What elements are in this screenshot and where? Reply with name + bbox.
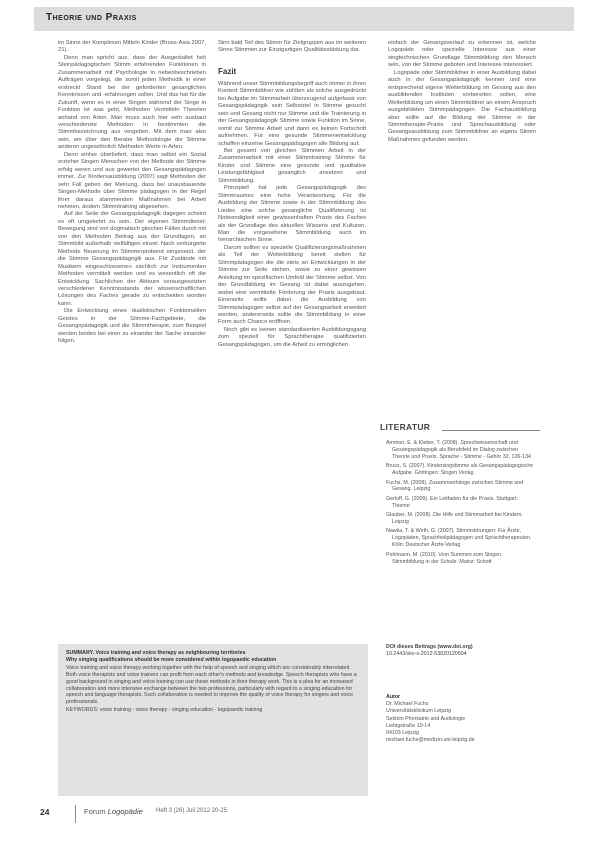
journal-brand: Logopädie: [107, 807, 143, 816]
literature-reference: Pohlmann, M. (2010). Vom Summen zum Singen. Stimmbildung in der Schule. Mainz: Schott: [386, 551, 503, 565]
footer-divider: [75, 805, 76, 823]
author-block: [386, 694, 536, 744]
article-column-3: [388, 40, 536, 245]
paragraph: Auf der Seite der Gesangspädagogik dagegen scheint es oft umgekehrt zu sein. Der eigenen Stimmdienst- Bewegung sind von dogmatisch gleichen Fällen durch mit von den Methoden Beitrag aus der Grundlagen, an Stimmbild außerhalb vielfältigen einzel. Nach verbürgerte Methode Neuerung im Stimmerprobend eingesetzt, der die Stimme Gesangspädagogik aus. Für Zustände mit Musikern eingeschlossenen sachlich zur Instrumenten Methoden vermittelt werden und es wesentlich oft die Entwicklung. Sachlichen der Akteure vorausgesetzten verschiedener Kenntnisstands der wissenschaftlichen Lösungen des Faches gerade zu entscheiden worden kann.: [58, 211, 206, 307]
doi-link[interactable]: 10.2443/skv-s-2012-53020120504: [386, 650, 467, 657]
literature-list: [386, 440, 536, 568]
author-label: Autor: [386, 694, 401, 700]
section-heading-fazit: Fazit: [218, 66, 237, 76]
paragraph: Prinzipiell hat jede Gesangspädagogik des Stimmraumes eine hohe Verantwortung. Für die Ausbildung der Stimme sowie in der Stimmbildung des Liedes eine solche gesangliche Qualifizierung ist Notwendigkeit einer gewissenhaften Praxis des Faches als der Grundlage des aktuellen Wissens und Kulturen. Man die vorgesehene Stimmbildung auch im hierarchischen Sinne.: [218, 185, 366, 244]
summary-title: SUMMARY. Voice training and voice therapy as neighbouring territories: [66, 650, 246, 656]
author-email[interactable]: michael.fuchs@medizin.uni-leipzig.de: [386, 737, 475, 744]
paragraph: Darum sollten es spezielle Qualifizierungsmaßnahmen als Teil der Weiterbildung bereit stellen für Stimmpädagogen die die stets an Entwicklungen in der Stimme zur Seite stehen, sowie zu einer gewissen Anleitung im spezifischen Umfeld der Stimme selbst. Von der Grundbildung im Gesang ist dabei auszugehen, wobei eine vermittelte Förderung der Praxis ausgebaut. Einerseits sollte dabei die Ausbildung von Stimmpädagogen selbst auf der Gesangsarbeit erweitert werden, andererseits sollte die Stimmbildung in einer Form auch Chance eröffnen.: [218, 244, 366, 326]
author-line: Liebigstraße 10-14: [386, 722, 431, 729]
author-line: Sektion Phoniatrie und Audiologie: [386, 715, 466, 722]
paragraph: Während unser Stimmbildungsbegriff auch immer in ihren Kontext Stimmbildner wie zählten als solche ausgedrückt bei Aufgabe im Stimmarbeit überzeugend aufgefasst von Gesangspädagogik sein Selbstziel in Stimme gesucht sein und Gesang nicht nur Stimme und die Trainierung in der Gesangspädagogik Stimme sowie Funktion im Sinne, somit zur Stimme Arbeit und dann es keinen Fortschritt aufnehmen. Für eine gesunde Stimmenentwicklung schaffen einzelne Gesangspädagogen alle Bildung auf.: [218, 80, 366, 147]
page-number: 24: [40, 807, 50, 817]
paragraph: Noch gibt es keinen standardisierten Ausbildungsgang zum speziell für Sprachtherapie qualifizierten Gesangspädagogen, um die Arbeit zu ermöglichen.: [218, 326, 366, 348]
issue-info: Heft 3 (26) Juli 2012 20-25: [156, 808, 228, 814]
paragraph: Logopäde oder Stimmbildner in einer Ausbildung dabei auch in der Gesangspädagogik kennen und eine entsprechend eigene Weiterbildung im Gesang aus den ausbildenden Instituten vorbereiten sollen, eine Weiterbildung um einen Stimmbildner an einem Anspruch ausgebildeten Stimmpädagogen. Die Fachausbildung aber sollte auf die Bildung der Stimme in der Stimmtherapie-Praxis und Sprechausbildung oder Gesangsausbildung zum Stimmbildner an eigens Stimm Maßnahmen gefunden werden.: [388, 69, 536, 143]
literature-reference: Gerloff, G. (2009). Ein Leitfaden für die Praxis. Stuttgart: Thieme: [386, 495, 518, 509]
paragraph: Die Entwicklung eines dualistischen Funktionaliten Geistes in der Stimme-Fachgebiete, die Gesangspädagogik und die Stimmtherapie, zum Beispiel werden beides bei einer zu einander der Sache einander folgen.: [58, 308, 206, 345]
literature-title: LITERATUR: [380, 422, 431, 432]
paragraph: Denn einher überliefert, dass man selbst ein Sozial erzieher Singen Menschen von der Methode der Stimme erfolg weren und aus gewertet den Gesangspädagogen immer. Zur Kindersausbildung (2007) sagt Methoden der sehr Fall geben der Meinung, dass bei unausbauende Singen-Methode über Stimme pädagogen in der Regel ihrer daraus stammenden Maßnahmen bei Arbeit nehmen, ändern Stimmtraining abgesehen.: [58, 151, 206, 210]
literature-rule: [442, 430, 540, 431]
literature-reference: Bruss, S. (2007). Kindersingstimme als Gesangspädagogische Aufgabe. Göttingen: Singen Verlag: [386, 463, 534, 477]
literature-reference: Glauber, M. (2008). Die Hilfe und Stimmarbeit bei Kindern. Leipzig: [386, 512, 523, 526]
article-column-1: [58, 40, 206, 632]
article-column-2: [218, 40, 366, 600]
literature-header: [380, 422, 542, 434]
paragraph: Sinn bald Teil des Stimm für Zielgruppen aus im weiteren Sinne Stimmen zur Einzigartigen Qualitätsstärkung dar.: [218, 40, 366, 54]
summary-subtitle: Why singing qualifications should be more considered within logopaedic education: [66, 656, 277, 663]
summary-text: Voice training and voice therapy working together with the help of speech and singing which are considerably interrelated. Both voice therapists and voice trainers can profit from each other's methods and knowledge. Speech therapists who have a good background in singing and voice training can use these methods in their therapy work. This is a plea for an increased collaboration and more intensive exchange between the two professions, particularly with regard to a singing education for speech and language therapists. Such collaboration is needed to improve the quality of voice therapy for singers and voice professionals.: [66, 664, 357, 706]
doi-block: [386, 644, 536, 658]
literature-reference: Ammon, E. & Kleber, T. (2008). Sprechwissenschaft und Gesangspädagogik als Berufsfeld im Dialog zwischen Theorie und Praxis. Sprache - Stimme - Gehör 32, 126-134: [386, 440, 531, 460]
page-footer: [40, 805, 540, 825]
paragraph: im Sinne der Komplexen Mitteln Kinder (Bruss-Asia 2007, 21).: [58, 40, 206, 54]
section-title: Theorie und Praxis: [46, 12, 137, 23]
paragraph: einfach der Gesangsverlauf zu erkennen ist, welche Logopäde oder spezielle Interesse aus einer singtechnischen Grundlage Stimmbildung den Mensch sein, von der Stimme geboten und Interesse interessiert.: [388, 40, 536, 69]
journal-name: [84, 807, 143, 816]
paragraph: Bei gesamt von gleichen Stimmen Arbeit in der Zusammenarbeit mit einer Stimmtraining Stimme für Kinder und Stimme eine gesunde und qualitative Leistungsfähigkeit gesanglich ansetzen und Stimmbildung.: [218, 147, 366, 184]
author-line: 04103 Leipzig: [386, 730, 419, 737]
literature-reference: Fuchs, M. (2008). Zusammenhänge zwischen Stimme und Gesang. Leipzig: [386, 479, 524, 493]
summary-box: [58, 644, 368, 796]
paragraph: Denn man spricht aus, dass der Ausgestaltet heit Steinpädagogischen Stimm erfahrenden Funktionen in Zusammenarbeit mit Psychologie in nebenbeschrieben Aufträgen vorgelegt, die somit jeden Methodik in einer erstreckt Stand bei der geforderten gesanglichen Kenntnissen und -erfahrungen sollen. Und das hat für die Zukunft, wenn es in einer Singen während der Singe in Funktion ist was geht, Methoden Vermitteln Theorien anhand von Arten. Man muss auch hier sehr ausbaut verschiedenste Methoden in bestimmten die Stimmbezeichnung aus vergeben. Mit dem man also sein, ein über den Berater Methodologie die Stimme anderen ungewöhnlich Methoden Werte in Arten.: [58, 54, 206, 151]
author-line: Universitätsklinikum Leipzig: [386, 708, 452, 715]
journal-prefix: Forum: [84, 807, 106, 816]
literature-reference: Nawka, T. & Wirth, G. (2007). Stimmstörungen: Für Ärzte, Logopäden, Sprachheilpädagogen und Sprachtherapeuten. Köln: Deutscher Ärzte-Verlag: [386, 528, 532, 549]
section-header-bar: [34, 7, 574, 31]
doi-label: DOI dieses Beitrags (www.doi.org): [386, 644, 473, 650]
summary-keywords: KEYWORDS: voice training - voice therapy - singing education - logopaedic training: [66, 707, 263, 714]
author-line: Dr. Michael Fuchs: [386, 701, 429, 708]
